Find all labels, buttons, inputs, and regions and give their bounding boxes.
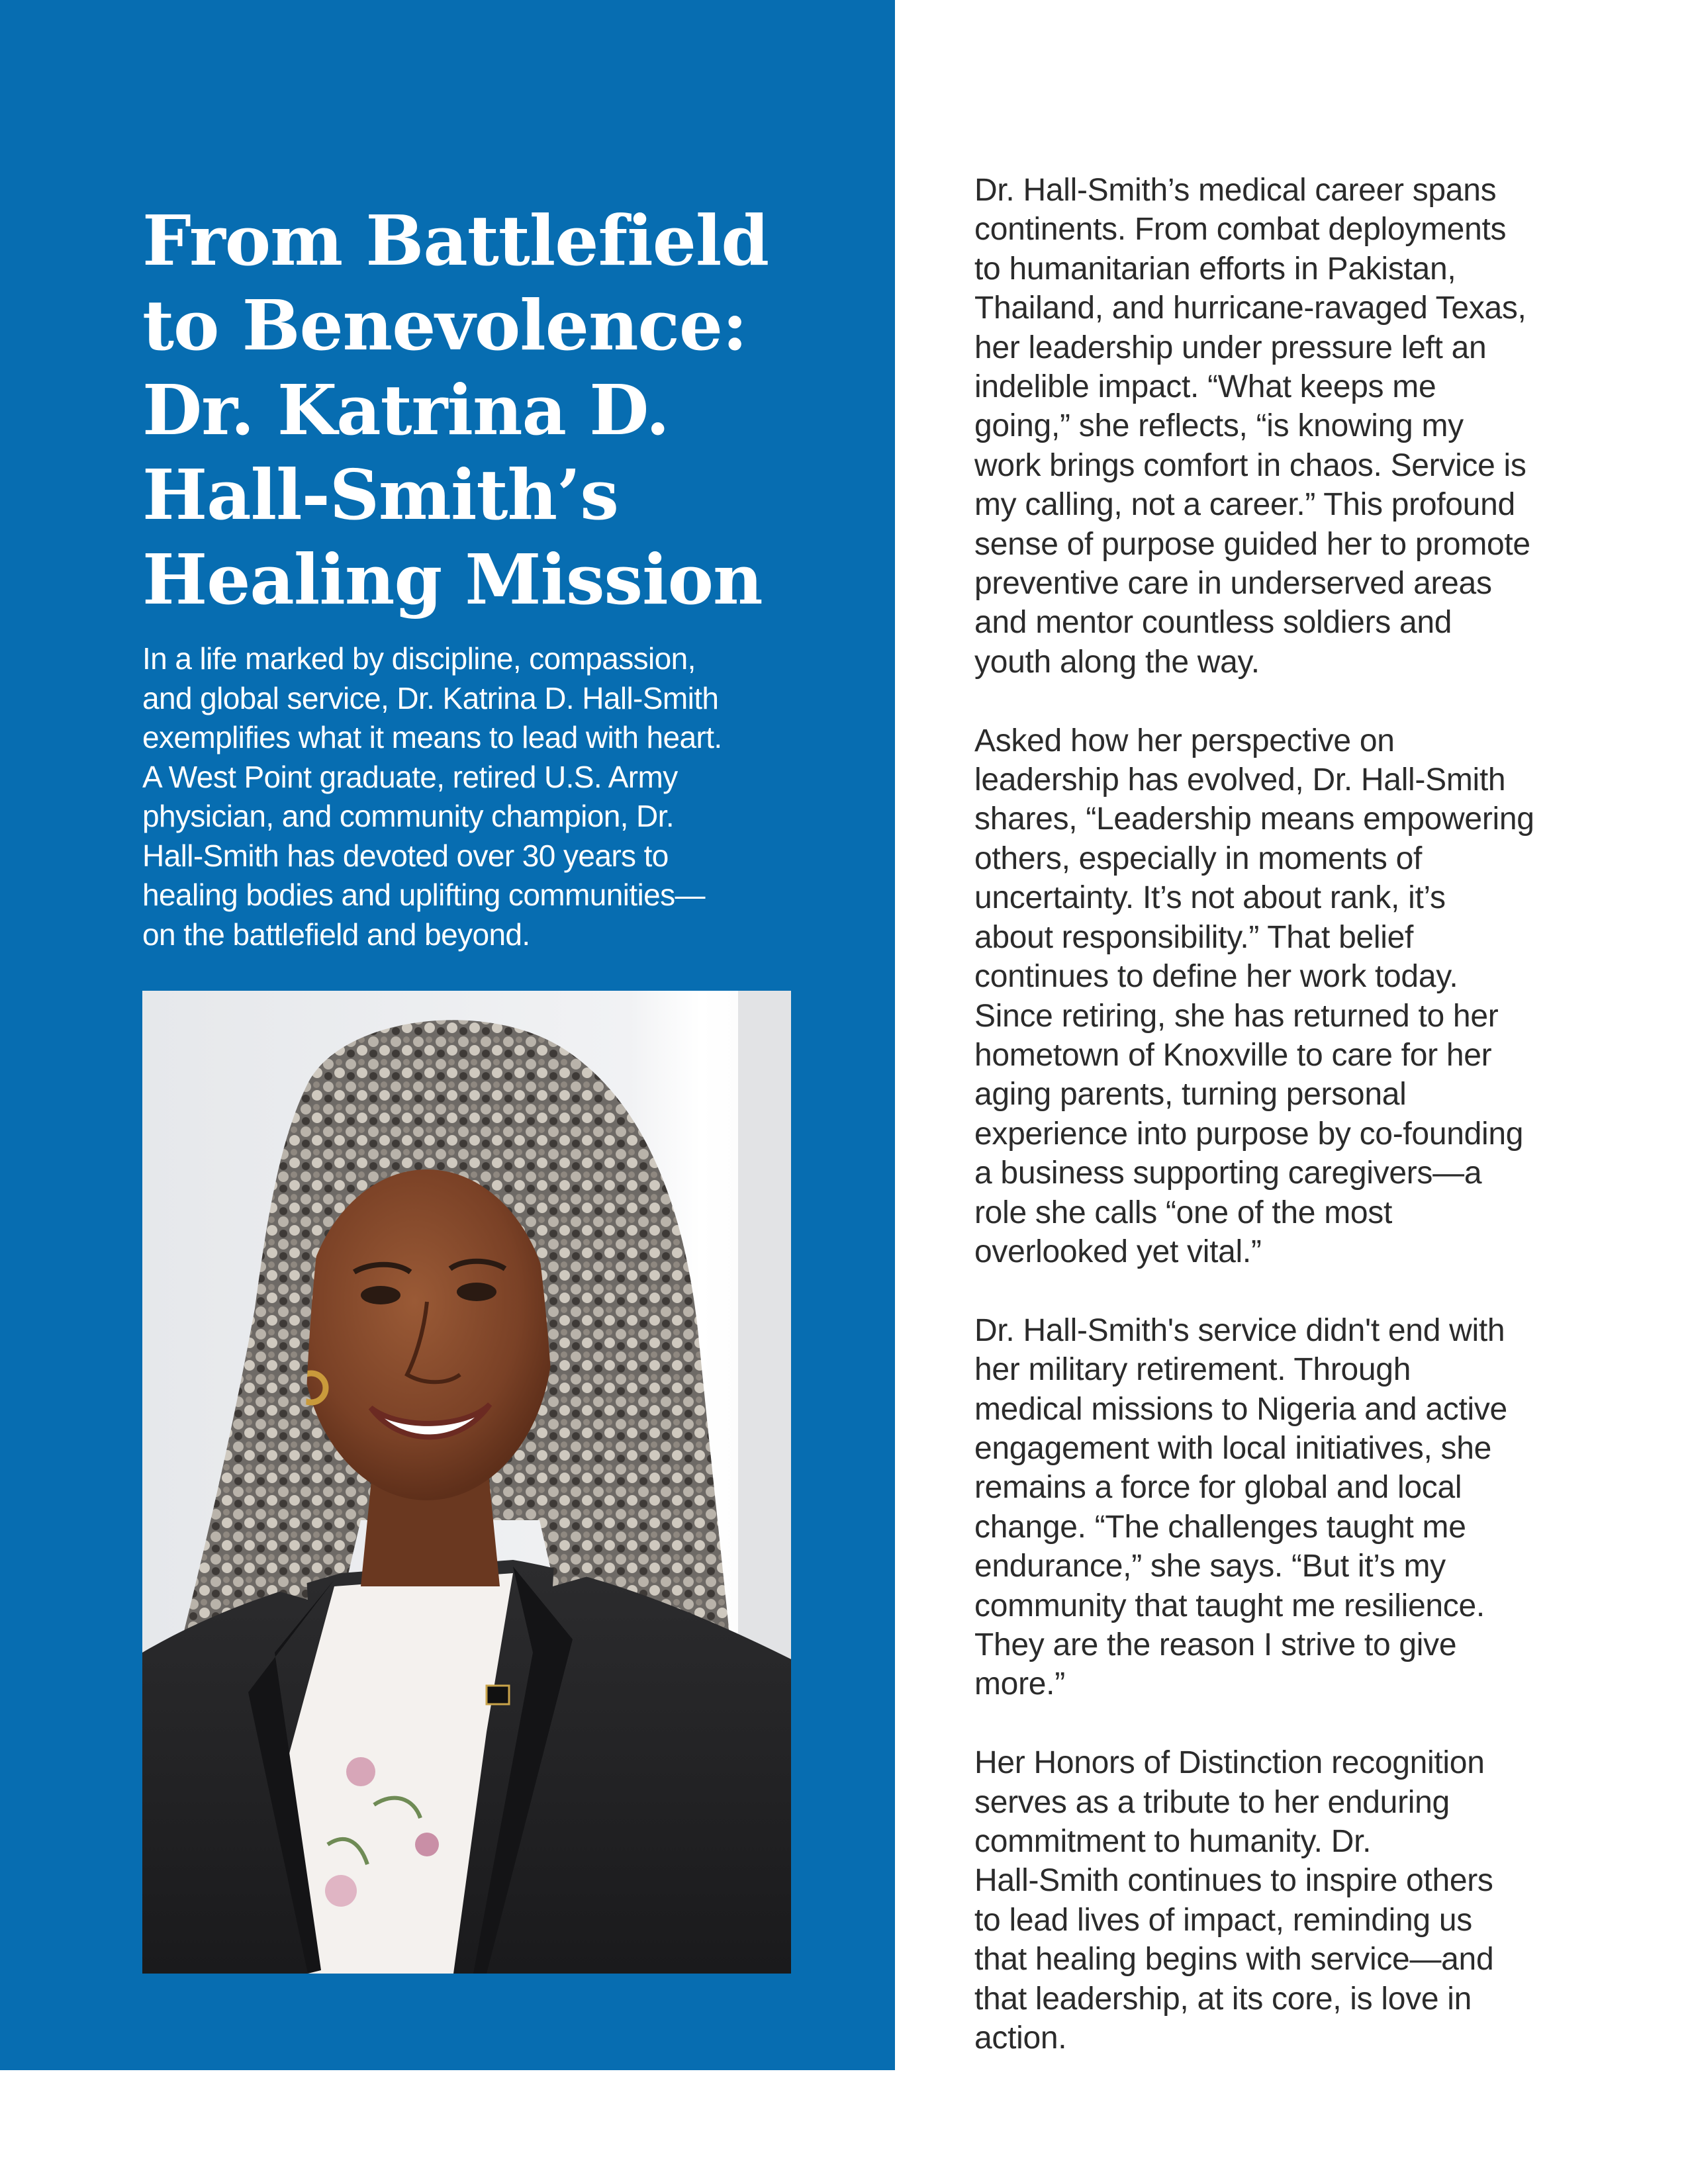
body-line: my calling, not a career.” This profound — [974, 487, 1515, 523]
body-line: her military retirement. Through — [974, 1352, 1411, 1388]
intro-line: Hall-Smith has devoted over 30 years to — [142, 838, 669, 873]
body-line: that leadership, at its core, is love in — [974, 1981, 1472, 2017]
headline-line: to Benevolence: — [142, 285, 747, 366]
body-line: continents. From combat deployments — [974, 212, 1507, 248]
intro-line: and global service, Dr. Katrina D. Hall-Smith — [142, 680, 719, 715]
intro-line: healing bodies and uplifting communities— — [142, 878, 705, 912]
body-line: hometown of Knoxville to care for her — [974, 1037, 1492, 1073]
body-line: Dr. Hall-Smith’s medical career spans — [974, 173, 1497, 208]
headline-line: Hall-Smith’s — [142, 454, 618, 535]
body-line: more.” — [974, 1666, 1065, 1702]
body-line: going,” she reflects, “is knowing my — [974, 408, 1464, 444]
body-line: to lead lives of impact, reminding us — [974, 1902, 1472, 1938]
body-line: experience into purpose by co-founding — [974, 1116, 1524, 1152]
body-line: to humanitarian efforts in Pakistan, — [974, 251, 1456, 287]
intro-line: exemplifies what it means to lead with heart. — [142, 720, 722, 754]
body-line: endurance,” she says. “But it’s my — [974, 1549, 1446, 1584]
body-line: Dr. Hall-Smith's service didn't end with — [974, 1312, 1505, 1348]
body-line: Hall-Smith continues to inspire others — [974, 1863, 1493, 1899]
body-line: serves as a tribute to her enduring — [974, 1784, 1450, 1820]
body-line: action. — [974, 2021, 1067, 2056]
intro-line: A West Point graduate, retired U.S. Army — [142, 759, 678, 794]
headline-line: From Battlefield — [142, 200, 769, 281]
body-line: continues to define her work today. — [974, 959, 1458, 995]
body-line: sense of purpose guided her to promote — [974, 526, 1530, 562]
body-line: uncertainty. It’s not about rank, it’s — [974, 880, 1446, 916]
body-line: engagement with local initiatives, she — [974, 1430, 1492, 1466]
body-line: commitment to humanity. Dr. — [974, 1824, 1372, 1860]
body-line: shares, “Leadership means empowering — [974, 801, 1534, 837]
body-line: youth along the way. — [974, 644, 1260, 680]
body-line: a business supporting caregivers—a — [974, 1156, 1482, 1191]
body-line: and mentor countless soldiers and — [974, 605, 1452, 641]
article-headline — [142, 199, 804, 622]
body-line: preventive care in underserved areas — [974, 566, 1492, 602]
article-body — [974, 171, 1610, 2097]
body-line: They are the reason I strive to give — [974, 1627, 1457, 1662]
body-line: others, especially in moments of — [974, 841, 1423, 876]
headline-line: Dr. Katrina D. — [142, 369, 669, 451]
body-line: remains a force for global and local — [974, 1470, 1462, 1506]
body-line: role she calls “one of the most — [974, 1195, 1393, 1230]
body-line: her leadership under pressure left an — [974, 330, 1487, 365]
body-line: Her Honors of Distinction recognition — [974, 1745, 1485, 1781]
body-line: that healing begins with service—and — [974, 1942, 1494, 1978]
body-line: leadership has evolved, Dr. Hall-Smith — [974, 762, 1506, 798]
portrait-photo — [142, 991, 791, 1974]
article-paragraph — [974, 1311, 1610, 1704]
body-line: aging parents, turning personal — [974, 1077, 1407, 1113]
article-paragraph — [974, 721, 1610, 1272]
headline-line: Healing Mission — [142, 539, 763, 620]
body-line: community that taught me resilience. — [974, 1588, 1485, 1623]
intro-line: on the battlefield and beyond. — [142, 917, 530, 952]
body-line: work brings comfort in chaos. Service is — [974, 447, 1526, 483]
body-line: indelible impact. “What keeps me — [974, 369, 1436, 405]
body-line: Since retiring, she has returned to her — [974, 998, 1499, 1034]
body-line: change. “The challenges taught me — [974, 1509, 1466, 1545]
intro-paragraph — [142, 639, 778, 954]
body-line: Asked how her perspective on — [974, 723, 1395, 758]
intro-line: In a life marked by discipline, compassion, — [142, 641, 696, 676]
intro-line: physician, and community champion, Dr. — [142, 799, 675, 833]
article-paragraph — [974, 1743, 1610, 2058]
body-line: medical missions to Nigeria and active — [974, 1391, 1507, 1427]
article-paragraph — [974, 171, 1610, 682]
body-line: about responsibility.” That belief — [974, 919, 1414, 955]
body-line: Thailand, and hurricane-ravaged Texas, — [974, 291, 1526, 326]
body-line: overlooked yet vital.” — [974, 1234, 1262, 1269]
